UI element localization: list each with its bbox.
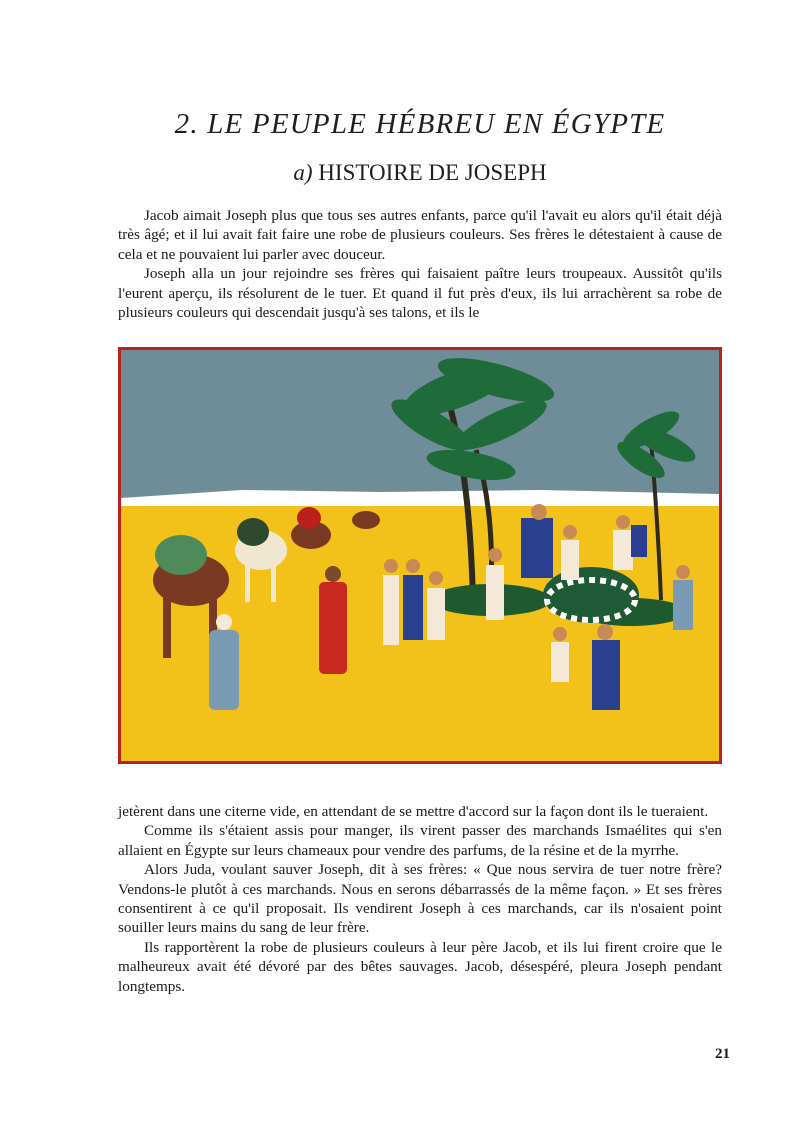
paragraph: Comme ils s'étaient assis pour manger, ils virent passer des marchands Ismaélites qui s'en allaient en Égypte sur leurs chameaux pour vendre des parfums, de la résine et de la myrrhe. [118, 822, 722, 859]
joseph-illustration [118, 347, 722, 764]
illustration-scene [121, 350, 719, 761]
section-letter: a) [293, 160, 313, 185]
paragraph: Alors Juda, voulant sauver Joseph, dit à ses frères: « Que nous servira de tuer notre frère? Vendons-le plutôt à ces marchands. Nous en serons débarrassés de la même façon. » Et ses frères consentirent à ce qu'il proposait. Ils vendirent Joseph à ces marchands, car ils n'osaient point souiller leurs mains du sang de leur frère. [118, 861, 722, 937]
chapter-number: 2. [174, 108, 199, 140]
section-title-text: HISTOIRE DE JOSEPH [318, 160, 547, 185]
chapter-title-text: LE PEUPLE HÉBREU EN ÉGYPTE [207, 108, 666, 140]
page-number: 21 [715, 1046, 730, 1062]
cistern [543, 567, 639, 623]
section-title [100, 160, 740, 186]
horizon-strip [121, 490, 719, 508]
text-block-bottom [118, 802, 722, 996]
paragraph: Jacob aimait Joseph plus que tous ses autres enfants, parce qu'il l'avait eu alors qu'il était déjà très âgé; et il lui avait fait faire une robe de plusieurs couleurs. Ses frères le détestaient à cause de cela et ne pouvaient lui parler avec douceur. [118, 207, 722, 263]
chapter-title [100, 108, 740, 141]
red-robed-merchant [319, 566, 347, 674]
paragraph: Joseph alla un jour rejoindre ses frères qui faisaient paître leurs troupeaux. Aussitôt qu'ils l'eurent aperçu, ils résolurent de le tuer. Et quand il fut près d'eux, ils lui arrachèrent sa robe de plusieurs couleurs qui descendait jusqu'à ses talons, et ils le [118, 265, 722, 322]
text-block-top [118, 206, 722, 322]
paragraph: Ils rapportèrent la robe de plusieurs couleurs à leur père Jacob, et ils lui firent croire que le malheureux avait été dévoré par des bêtes sauvages. Jacob, désespéré, pleura Joseph pendant longtemps. [118, 938, 722, 995]
paragraph: jetèrent dans une citerne vide, en attendant de se mettre d'accord sur la façon dont ils le tueraient. [118, 803, 709, 820]
